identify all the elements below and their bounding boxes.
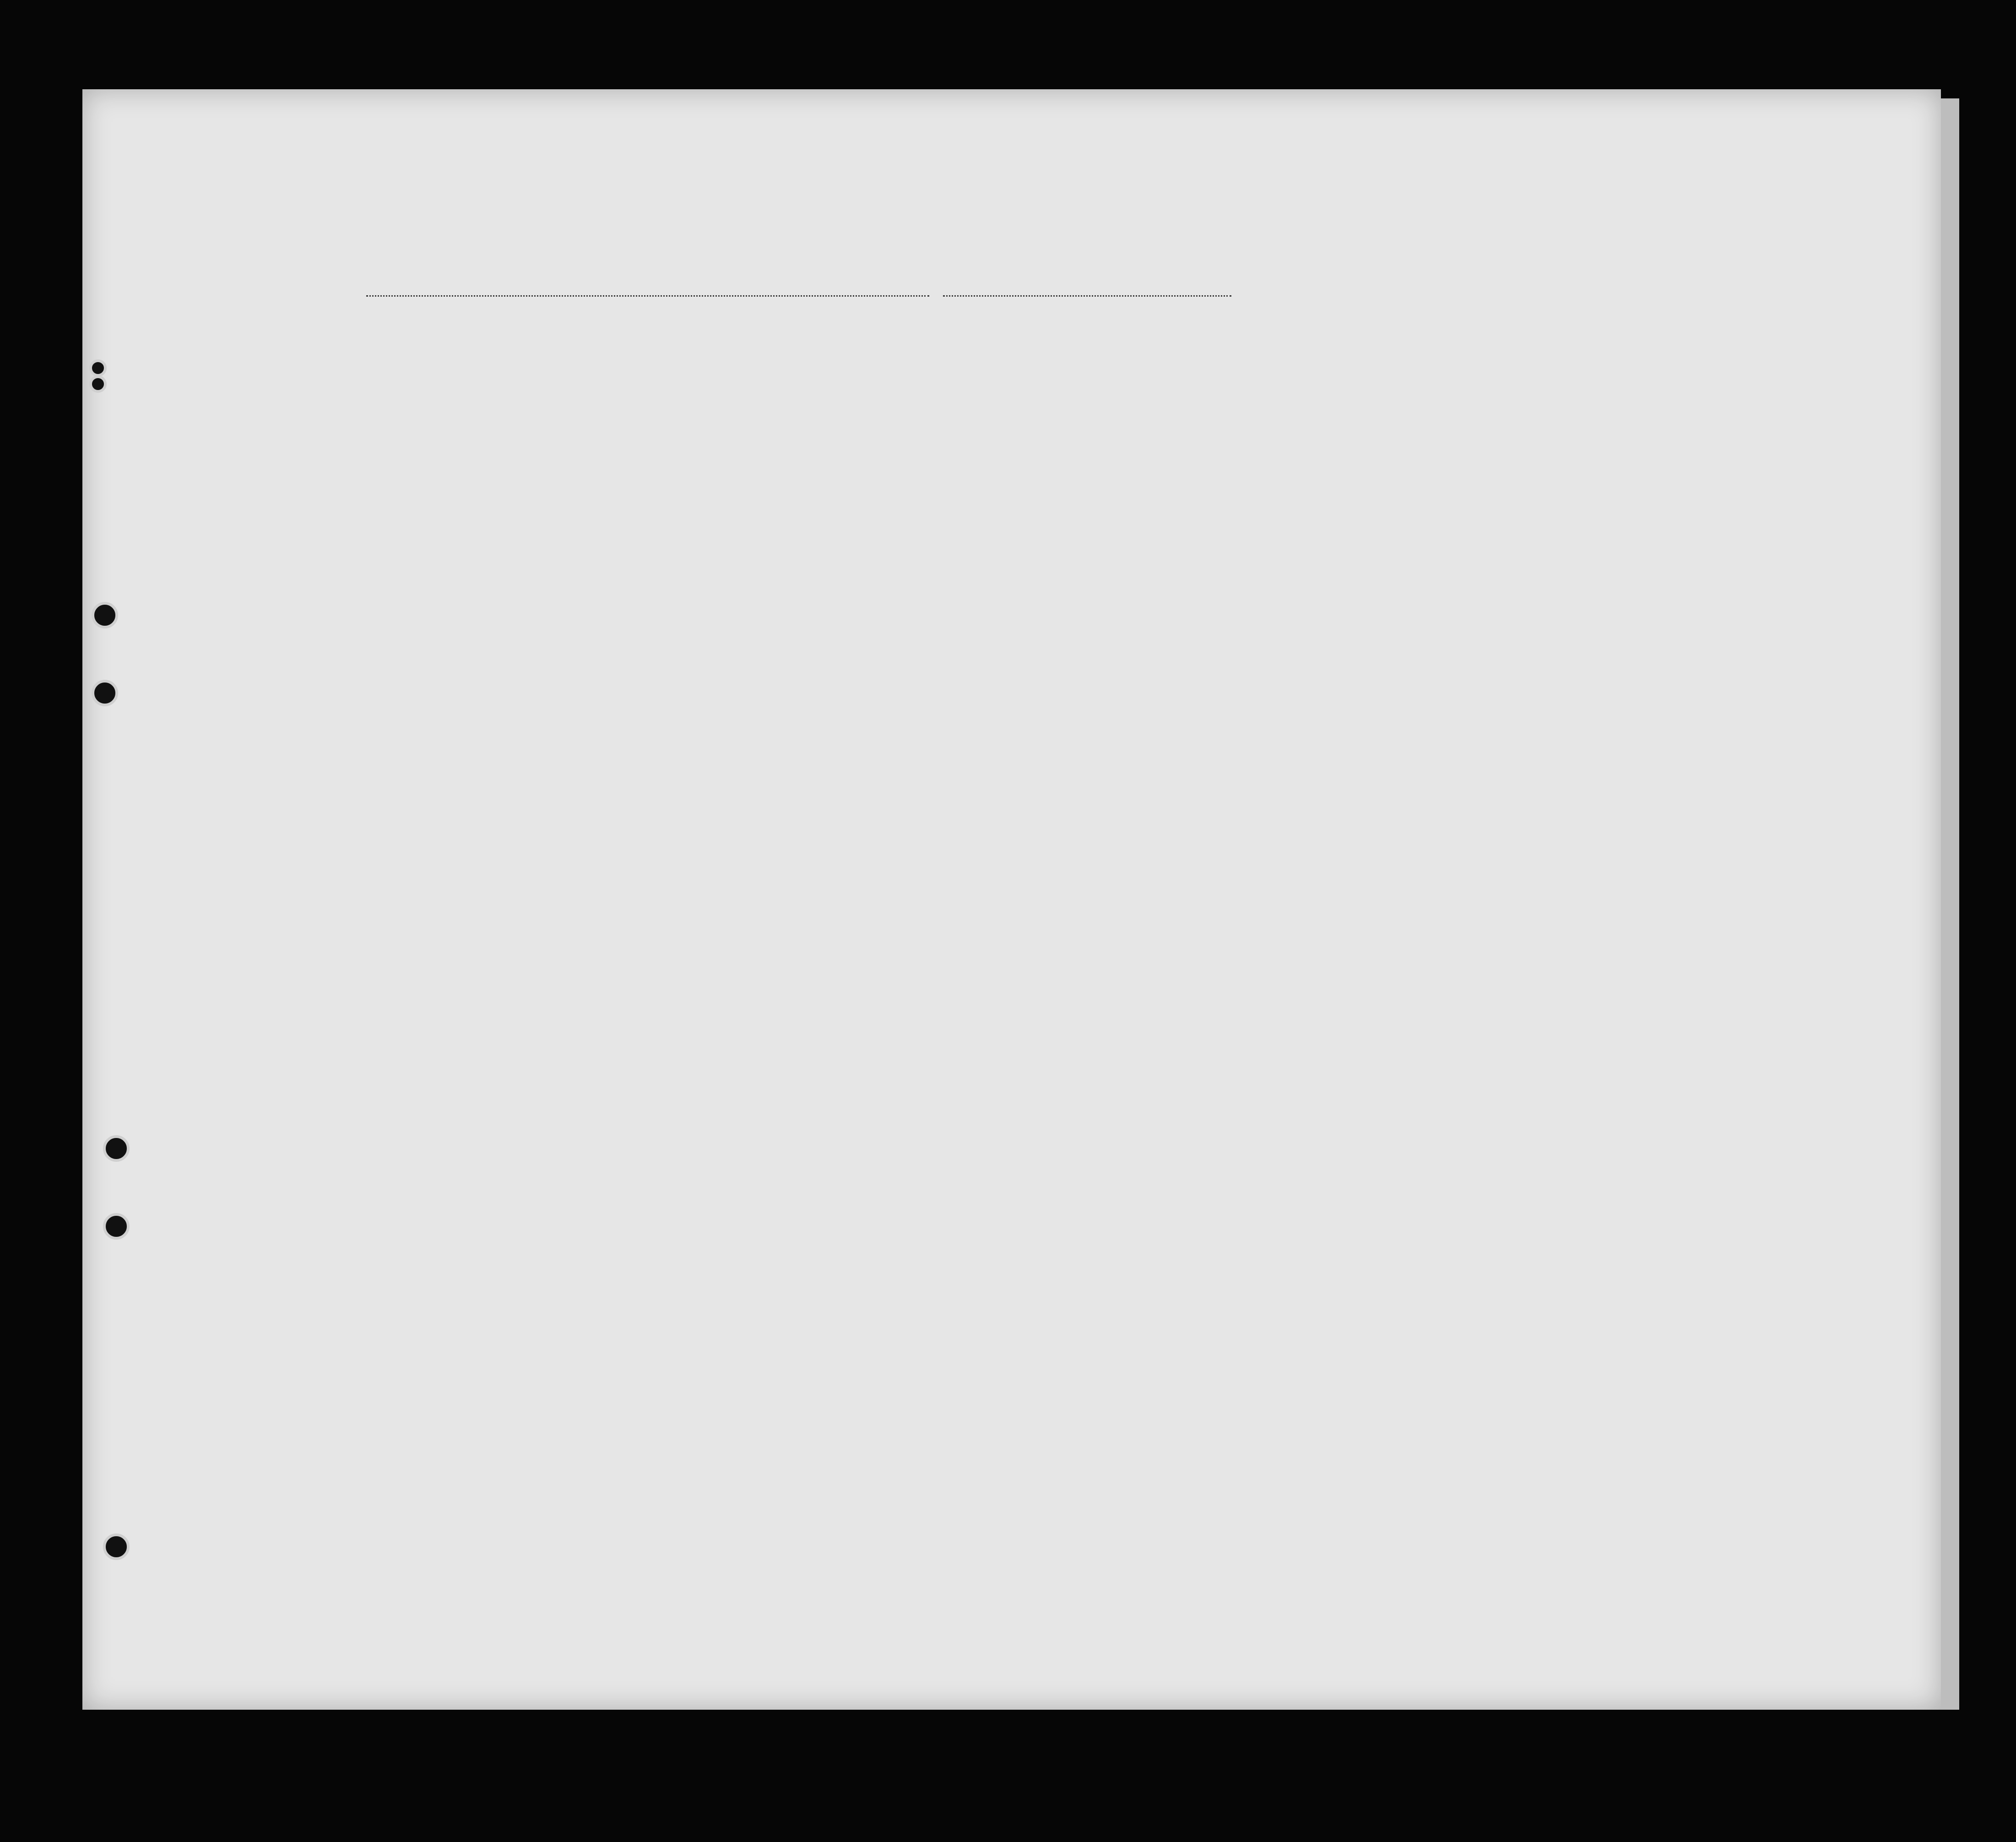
binder-hole [92, 680, 118, 706]
binder-hole [103, 1135, 130, 1162]
binder-hole [103, 1213, 130, 1240]
binder-hole [89, 375, 107, 393]
binder-hole [103, 1533, 130, 1560]
page-edge [1941, 98, 1959, 1710]
binder-hole [89, 359, 107, 377]
manifest-grid [82, 89, 1941, 1710]
binder-hole [92, 602, 118, 628]
manifest-sheet [82, 89, 1941, 1710]
